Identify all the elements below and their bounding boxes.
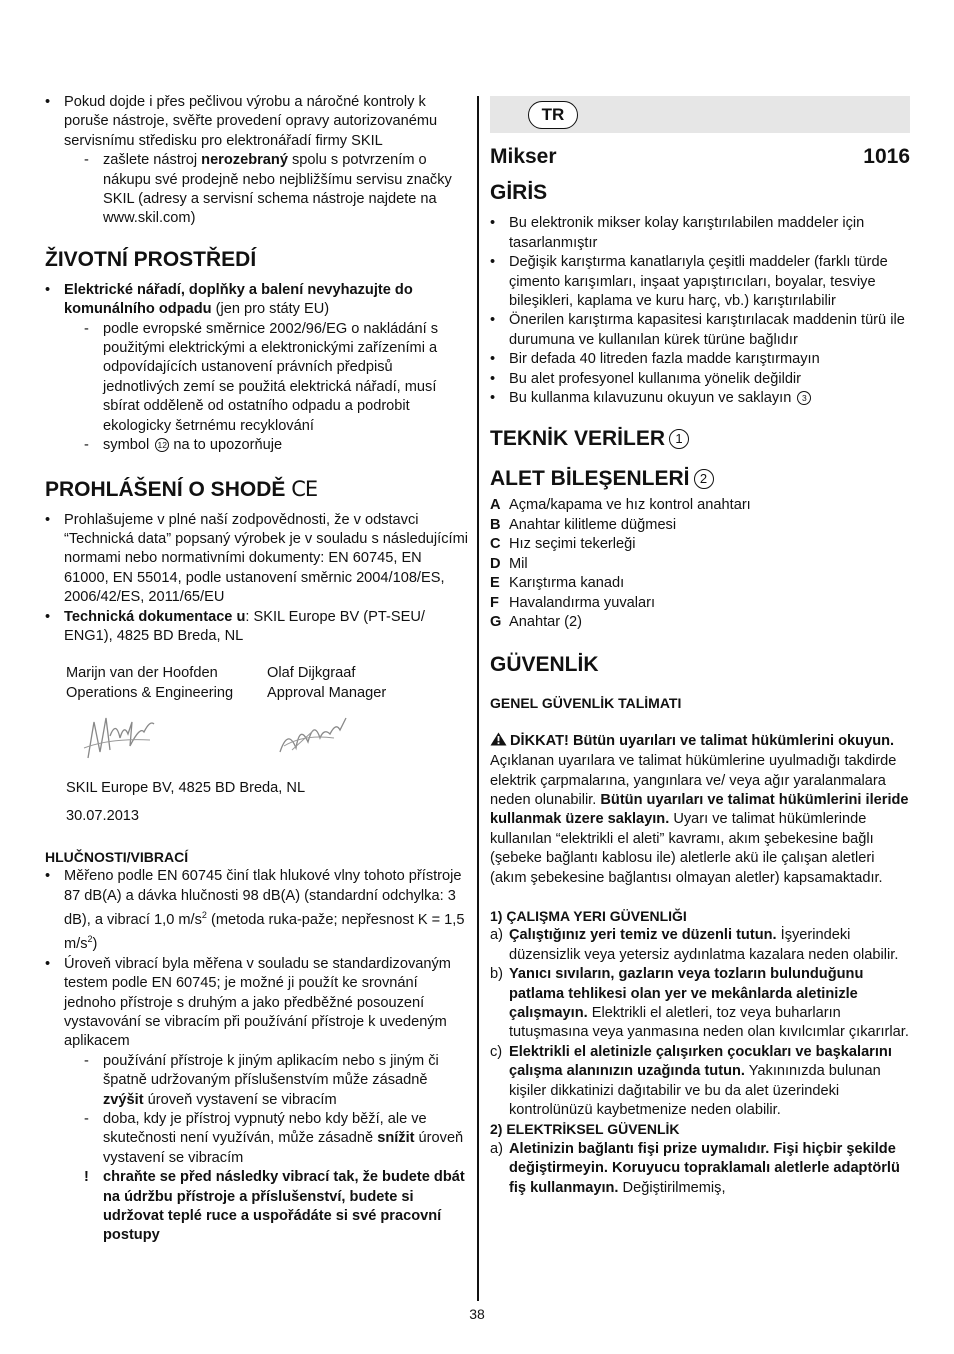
noise-heading: HLUČNOSTI/VIBRACÍ	[45, 848, 189, 865]
electrical-safety-heading: 2) ELEKTRİKSEL GÜVENLİK	[490, 1121, 680, 1138]
signature-1-image	[80, 708, 274, 770]
signatory-1: Marijn van der Hoofden Operations & Engineering	[66, 665, 234, 701]
warning-paragraph: DİKKAT! Bütün uyarıları ve talimat hükümlerini okuyun. Açıklanan uyarılara ve talimat hükümlerine uyulmadığı takdirde elektrik çarpmalarına, yangınlara ve/ veya ağır yaralanmalara neden olunabilir. Bütün uyarıları ve talimat hükümlerini ileride kullanmak üzere saklayın. Uyarı ve talimat hükümlerinde kullanılan “elektrikli el aleti” kavramı, akım şebekesine bağlı (şebeke bağlantı kablosu ile) aletlerle akü ile çalışan aletleri (akım şebekesine bağlantısı olmayan aletler) kapsamaktadır.	[490, 732, 909, 886]
list-item: - symbol 12 na to upozorňuje	[64, 436, 468, 455]
parts-list	[490, 496, 910, 632]
signature-2-image	[274, 708, 468, 770]
list-item: • Technická dokumentace u: SKIL Europe BV (PT-SEU/ ENG1), 4825 BD Breda, NL	[45, 608, 468, 647]
list-item: • Önerilen karıştırma kapasitesi karıştırılacak maddenin türü ile durumuna ve kullanılan kürek türüne bağlıdır	[490, 311, 910, 350]
intro-heading: GİRİS	[490, 181, 548, 205]
list-item: b) Yanıcı sıvıların, gazların veya tozların bulunduğunu patlama tehlikesi olan yer ve mekânlarda aletinizle çalışmayın. Elektrikli el aletleri, toz veya buharların tutuşmasına veya yanmasına neden olan kıvılcımlar çıkarırlar.	[490, 966, 909, 1041]
safety-heading: GÜVENLİK	[490, 653, 599, 677]
list-item: • Pokud dojde i přes pečlivou výrobu a náročné kontroly k poruše nástroje, svěřte provedení opravy autorizovanému servisnímu středisku pro elektronářadí firmy SKIL - zašlete nástroj nerozebraný spolu s potvrzením o nákupu své prodejně nebo nejbližšímu servisu značky SKIL (adresy a servisní schema nástroje najdete na www.skil.com)	[45, 93, 468, 229]
product-title: Mikser 1016	[490, 145, 910, 168]
list-item: • Úroveň vibrací byla měřena v souladu se standardizovaným testem podle EN 60745; je možné ji použít ke srovnání jednoho přístroje s druhým a jako předběžné posouzení vystavování se vibracím při používání přístroje k uvedeným aplikacem - používání přístroje k jiným aplikacím nebo s jiným či špatně udržovaným příslušenstvím může zásadně zvýšit úroveň vystavení se vibracím - doba, kdy je přístroj vypnutý nebo kdy běží, ale ve skutečnosti není využíván, může zásadně snížit úroveň vystavení se vibracím ! chraňte se před následky vibrací tak, že budete dbát na údržbu přístroje a příslušenství, budete si udržovat teplé ruce a uspořádáte si své pracovní postupy	[45, 955, 468, 1246]
list-item: C Hız seçimi tekerleği	[490, 536, 636, 553]
list-item: - zašlete nástroj nerozebraný spolu s potvrzením o nákupu své prodejně nebo nejbližšímu servisu značky SKIL (adresy a servisní schema nástroje najdete na www.skil.com)	[64, 151, 468, 229]
declaration-list	[45, 511, 468, 647]
list-item: • Bu elektronik mikser kolay karıştırılabilen maddeler için tasarlanmıştır	[490, 214, 910, 253]
left-column	[45, 93, 468, 1246]
list-item: • Bu kullanma kılavuzunu okuyun ve saklayın 3	[490, 389, 910, 408]
signature-images	[45, 703, 468, 775]
reference-number: 12	[155, 438, 169, 452]
list-item: F Havalandırma yuvaları	[490, 594, 656, 611]
list-item: G Anahtar (2)	[490, 613, 583, 630]
list-item: • Değişik karıştırma kanatlarıyla çeşitli maddeler (farklı türde çimento karışımları, inşaat yapıştırıcıları, boyalar, tesviye bileşikleri, kaplama ve kuru harç, vb.) karıştırılabilir	[490, 253, 910, 311]
reference-number: 1	[669, 429, 689, 449]
list-item: E Karıştırma kanadı	[490, 575, 625, 592]
general-safety-heading: GENEL GÜVENLİK TALİMATI	[490, 695, 682, 712]
right-column	[490, 96, 910, 1198]
intro-list	[490, 214, 910, 408]
work-area-list	[490, 926, 910, 1120]
language-badge: TR	[528, 101, 578, 129]
noise-list	[45, 867, 468, 1245]
page-number: 38	[469, 1306, 485, 1322]
list-item: - používání přístroje k jiným aplikacím nebo s jiným či špatně udržovaným příslušenstvím může zásadně zvýšit úroveň vystavení se vibracím	[64, 1052, 468, 1110]
warning-icon	[490, 732, 507, 752]
list-item: a) Çalıştığınız yeri temiz ve düzenli tutun. İşyerindeki düzensizlik veya yetersiz aydınlatma kazalara neden olabilir.	[490, 927, 899, 963]
env-heading: ŽIVOTNÍ PROSTŘEDÍ	[45, 247, 257, 271]
list-item: • Elektrické nářadí, doplňky a balení nevyhazujte do komunálního odpadu (jen pro státy EU) - podle evropské směrnice 2002/96/EG o nakládání s použitými elektrickými a elektronickými zařízeními a odpovídajících ustanovení právních předpisů jednotlivých zemí se použitá elektrická nářadí, musí sbírat odděleně od ostatního odpadu a podrobit ekologicky šetrnému recyklování - symbol 12 na to upozorňuje	[45, 281, 468, 456]
company-address: SKIL Europe BV, 4825 BD Breda, NL	[66, 780, 306, 797]
declaration-date: 30.07.2013	[66, 807, 140, 824]
language-bar	[490, 96, 910, 133]
list-item: B Anahtar kilitleme düğmesi	[490, 516, 677, 533]
list-item: • Měřeno podle EN 60745 činí tlak hlukové vlny tohoto přístroje 87 dB(A) a dávka hlučnosti 98 dB(A) (standardní odchylka: 3 dB), a vibrací 1,0 $m/s^2$ (metoda ruka-paže; nepřesnost K = 1,5 $m/s^2$)	[45, 867, 468, 954]
list-item: - podle evropské směrnice 2002/96/EG o nakládání s použitými elektrickými a elektronickými zařízeními a odpovídajících ustanovení právních předpisů jednotlivých zemí se použitá elektrická nářadí, musí sbírat odděleně od ostatního odpadu a podrobit ekologicky šetrnému recyklování	[64, 320, 468, 436]
list-item: • Bu alet profesyonel kullanıma yönelik değildir	[490, 370, 910, 389]
declaration-heading: PROHLÁŠENÍ O SHODĚ CE	[45, 476, 318, 501]
list-item: D Mil	[490, 555, 528, 572]
column-divider	[477, 96, 479, 1301]
parts-heading: ALET BİLEŞENLERİ 2	[490, 466, 910, 492]
list-item: • Prohlašujeme v plné naší zodpovědnosti, že v odstavci “Technická data” popsaný výrobek je v souladu s následujícími normami nebo normativními dokumenty: EN 60745, EN 61000, EN 55014, podle ustanovení směrnic 2004/108/ES, 2006/42/ES, 2011/65/EU	[45, 511, 468, 608]
signatory-2: Olaf Dijkgraaf Approval Manager	[267, 665, 387, 701]
list-item: a) Aletinizin bağlantı fişi prize uymalıdır. Fişi hiçbir şekilde değiştirmeyin. Koruyucu topraklamalı aletlerle adaptörlü fiş kullanmayın. Değiştirilmemiş,	[490, 1140, 900, 1196]
list-item: - doba, kdy je přístroj vypnutý nebo kdy běží, ale ve skutečnosti není využíván, může zásadně snížit úroveň vystavení se vibracím	[64, 1110, 468, 1168]
signatories	[45, 664, 468, 703]
list-item: A Açma/kapama ve hız kontrol anahtarı	[490, 497, 751, 514]
electrical-safety-list	[490, 1140, 910, 1198]
work-area-heading: 1) ÇALIŞMA YERI GÜVENLIĞI	[490, 907, 687, 924]
list-item: • Bir defada 40 litreden fazla madde karıştırmayın	[490, 350, 910, 369]
ce-mark-icon: CE	[291, 476, 318, 501]
list-item: c) Elektrikli el aletinizle çalışırken çocukları ve başkalarını çalışma alanınızın uzağında tutun. Yakınınızda bulunan kişiler dikkatinizi dağıtabilir ve bu da alet üzerindeki kontrolünüzü kaybetmenize neden olabilir.	[490, 1043, 892, 1119]
list-item: ! chraňte se před následky vibrací tak, že budete dbát na údržbu přístroje a příslušenství, budete si udržovat teplé ruce a uspořádáte si své pracovní postupy	[64, 1168, 468, 1246]
tech-heading: TEKNİK VERİLER 1	[490, 426, 910, 452]
service-list	[45, 93, 468, 229]
reference-number: 3	[797, 391, 811, 405]
env-list	[45, 281, 468, 456]
reference-number: 2	[694, 469, 714, 489]
